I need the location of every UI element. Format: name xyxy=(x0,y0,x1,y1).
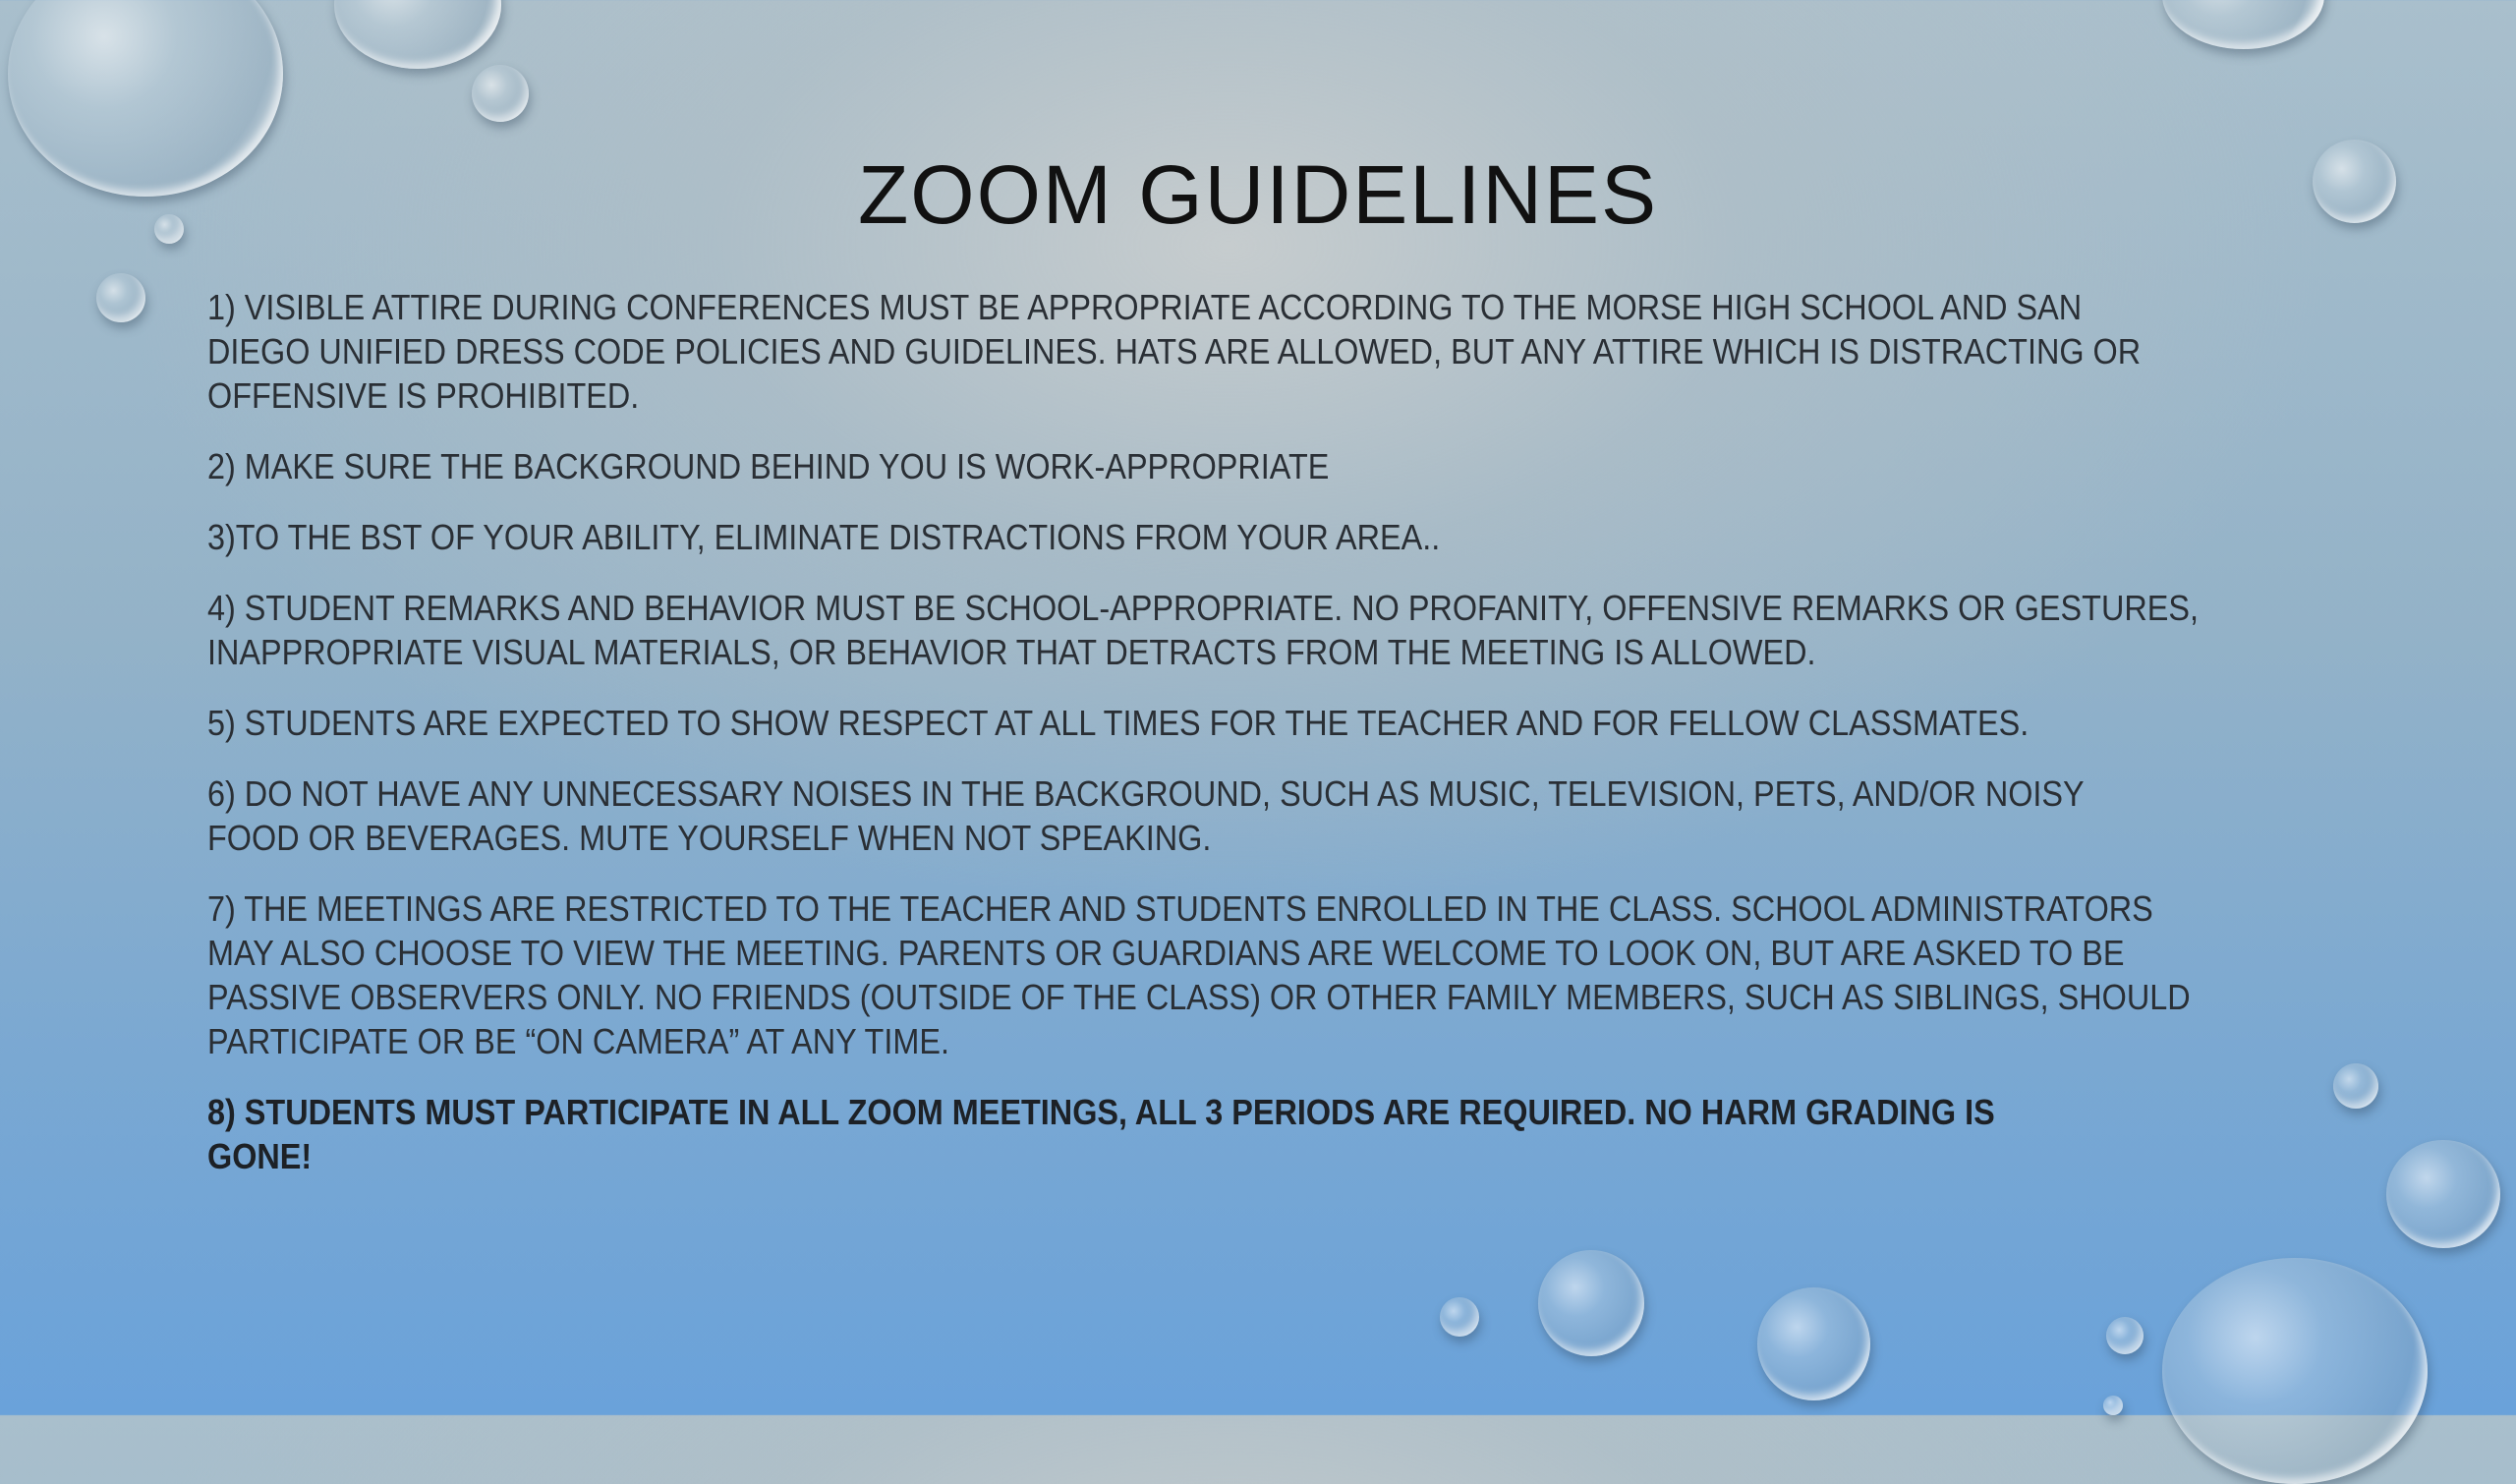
slide-title: ZOOM GUIDELINES xyxy=(857,148,1659,241)
water-drop-icon xyxy=(2106,1317,2144,1354)
guideline-line: 3)TO THE BST OF YOUR ABILITY, ELIMINATE DISTRACTIONS FROM YOUR AREA.. xyxy=(207,517,1441,557)
water-drop-icon xyxy=(96,273,145,322)
guideline-item xyxy=(207,285,2370,418)
water-drop-icon xyxy=(1538,1250,1644,1356)
guideline-item xyxy=(207,1090,2370,1178)
guideline-line: PARTICIPATE OR BE “ON CAMERA” AT ANY TIME. xyxy=(207,1021,949,1061)
guideline-line: 1) VISIBLE ATTIRE DURING CONFERENCES MUST BE APPROPRIATE ACCORDING TO THE MORSE HIGH SCHOOL AND SAN xyxy=(207,287,2083,327)
guideline-line: 7) THE MEETINGS ARE RESTRICTED TO THE TEACHER AND STUDENTS ENROLLED IN THE CLASS. SCHOOL ADMINISTRATORS xyxy=(207,888,2153,929)
water-drop-icon xyxy=(2103,1396,2123,1415)
water-drop-icon xyxy=(1440,1297,1479,1337)
guideline-line: 4) STUDENT REMARKS AND BEHAVIOR MUST BE SCHOOL-APPROPRIATE. NO PROFANITY, OFFENSIVE REMARKS OR GESTURES, xyxy=(207,588,2199,628)
guidelines-list xyxy=(207,285,2370,1205)
guideline-line: INAPPROPRIATE VISUAL MATERIALS, OR BEHAVIOR THAT DETRACTS FROM THE MEETING IS ALLOWED. xyxy=(207,632,1816,672)
water-drop-icon xyxy=(472,65,529,122)
guideline-item xyxy=(207,515,2370,559)
water-drop-icon xyxy=(2386,1140,2500,1248)
guideline-line: 8) STUDENTS MUST PARTICIPATE IN ALL ZOOM MEETINGS, ALL 3 PERIODS ARE REQUIRED. NO HARM GRADING IS xyxy=(207,1092,1995,1132)
water-drop-icon xyxy=(2162,1258,2428,1484)
guideline-item xyxy=(207,886,2370,1063)
guideline-line: 2) MAKE SURE THE BACKGROUND BEHIND YOU IS WORK-APPROPRIATE xyxy=(207,446,1330,486)
guideline-item xyxy=(207,444,2370,488)
guideline-line: OFFENSIVE IS PROHIBITED. xyxy=(207,375,640,416)
guideline-line: 6) DO NOT HAVE ANY UNNECESSARY NOISES IN THE BACKGROUND, SUCH AS MUSIC, TELEVISION, PETS, AND/OR NOISY xyxy=(207,773,2085,814)
guideline-line: GONE! xyxy=(207,1136,313,1176)
guideline-line: FOOD OR BEVERAGES. MUTE YOURSELF WHEN NOT SPEAKING. xyxy=(207,818,1212,858)
water-drop-icon xyxy=(334,0,501,69)
guideline-line: 5) STUDENTS ARE EXPECTED TO SHOW RESPECT AT ALL TIMES FOR THE TEACHER AND FOR FELLOW CLASSMATES. xyxy=(207,703,2030,743)
water-drop-icon xyxy=(1757,1287,1870,1400)
guideline-line: DIEGO UNIFIED DRESS CODE POLICIES AND GUIDELINES. HATS ARE ALLOWED, BUT ANY ATTIRE WHICH IS DISTRACTING OR xyxy=(207,331,2142,371)
guideline-line: MAY ALSO CHOOSE TO VIEW THE MEETING. PARENTS OR GUARDIANS ARE WELCOME TO LOOK ON, BUT ARE ASKED TO BE xyxy=(207,933,2125,973)
guideline-item xyxy=(207,701,2370,745)
guideline-item xyxy=(207,586,2370,674)
water-drop-icon xyxy=(2162,0,2324,49)
guideline-item xyxy=(207,771,2370,860)
guideline-line: PASSIVE OBSERVERS ONLY. NO FRIENDS (OUTSIDE OF THE CLASS) OR OTHER FAMILY MEMBERS, SUCH AS SIBLINGS, SHOULD xyxy=(207,977,2191,1017)
